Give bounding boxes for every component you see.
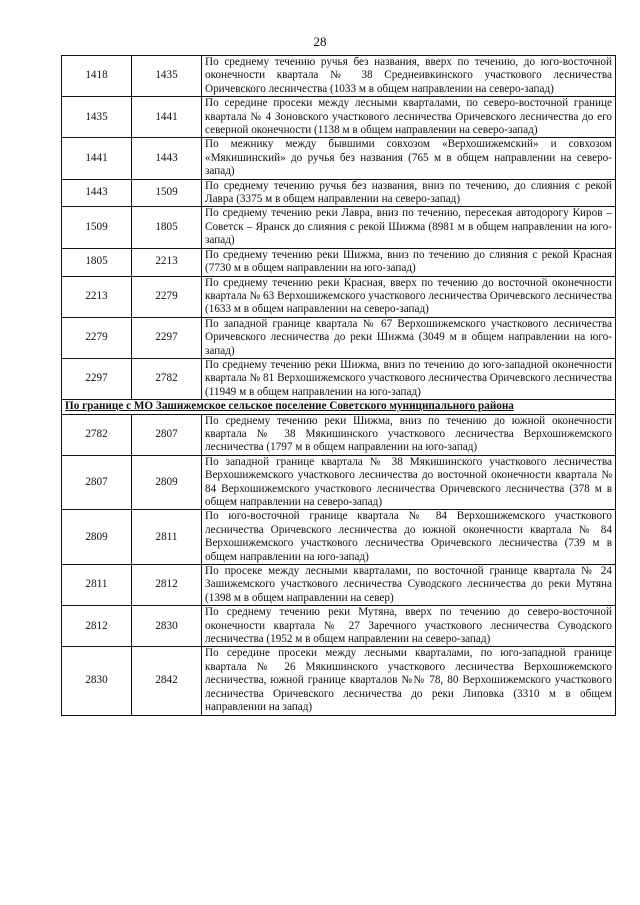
table-row (62, 606, 616, 647)
point-to-cell: 2842 (132, 647, 202, 715)
point-to-cell: 2811 (132, 510, 202, 565)
point-from-cell: 2213 (62, 276, 132, 317)
description-cell: По среднему течению ручья без названия, вниз по течению, до слияния с рекой Лавра (3375 м в общем направлении на северо-запад) (202, 179, 616, 207)
table-row (62, 56, 616, 97)
description-cell: По западной границе квартала № 67 Верхошижемского участкового лесничества Оричевского лесничества до реки Шижма (3049 м в общем направлении на юго-запад) (202, 317, 616, 358)
table-row (62, 565, 616, 606)
table-row (62, 358, 616, 399)
point-from-cell: 2812 (62, 606, 132, 647)
table-row (62, 510, 616, 565)
point-from-cell: 2807 (62, 455, 132, 510)
point-to-cell: 2807 (132, 414, 202, 455)
description-cell: По середине просеки между лесными кварталами, по северо-восточной границе квартала № 4 Зоновского участкового лесничества Оричевского лесничества до его северной оконечности (1138 м в общем направлении на северо-запад) (202, 97, 616, 138)
point-to-cell: 2830 (132, 606, 202, 647)
point-from-cell: 2811 (62, 565, 132, 606)
point-from-cell: 1509 (62, 207, 132, 248)
description-cell: По среднему течению ручья без названия, вверх по течению, до юго-восточной оконечности квартала № 38 Среднеивкинского участкового лесничества Оричевского лесничества (1033 м в общем направлении на северо-запад) (202, 56, 616, 97)
table-row (62, 414, 616, 455)
point-to-cell: 1509 (132, 179, 202, 207)
table-body-before (62, 56, 616, 400)
page-number: 28 (313, 34, 327, 49)
description-cell: По среднему течению реки Красная, вверх по течению до восточной оконечности квартала № 63 Верхошижемского участкового лесничества Оричевского лесничества (1633 м в общем направлении на северо-запад) (202, 276, 616, 317)
description-cell: По западной границе квартала № 38 Мякишинского участкового лесничества Верхошижемского участкового лесничества до восточной оконечности квартала № 84 Верхошижемского участкового лесничества Оричевского лесничества (378 м в общем направлении на северо-запад) (202, 455, 616, 510)
section-heading: По границе с МО Зашижемское сельское поселение Советского муниципального района (62, 400, 616, 414)
description-cell: По середине просеки между лесными кварталами, по юго-западной границе квартала № 26 Мякишинского участкового лесничества Верхошижемского лесничества, южной границе кварталов №№ 78, 80 Верхошижемского участкового лесничества Оричевского лесничества до реки Липовка (3310 м в общем направлении на запад) (202, 647, 616, 715)
description-cell: По юго-восточной границе квартала № 84 Верхошижемского участкового лесничества Оричевского лесничества до южной оконечности квартала № 84 Верхошижемского участкового лесничества Оричевского лесничества (739 м в общем направлении на юго-запад) (202, 510, 616, 565)
description-cell: По среднему течению реки Лавра, вниз по течению, пересекая автодорогу Киров – Советск – Яранск до слияния с рекой Шижма (8981 м в общем направлении на юго-запад) (202, 207, 616, 248)
table-row (62, 317, 616, 358)
table-row (62, 179, 616, 207)
description-cell: По среднему течению реки Шижма, вниз по течению до южной оконечности квартала № 38 Мякишинского участкового лесничества Верхошижемского лесничества (1797 м в общем направлении на юго-запад) (202, 414, 616, 455)
point-from-cell: 2830 (62, 647, 132, 715)
point-from-cell: 2809 (62, 510, 132, 565)
table-row (62, 248, 616, 276)
point-from-cell: 1805 (62, 248, 132, 276)
table-row (62, 97, 616, 138)
table-row (62, 276, 616, 317)
table-body-after (62, 414, 616, 715)
table-row (62, 207, 616, 248)
point-from-cell: 1443 (62, 179, 132, 207)
point-from-cell: 1418 (62, 56, 132, 97)
description-cell: По межнику между бывшими совхозом «Верхошижемский» и совхозом «Мякишинский» до ручья без названия (765 м в общем направлении на северо-запад) (202, 138, 616, 179)
section-heading-row (62, 400, 616, 414)
description-cell: По среднему течению реки Шижма, вниз по течению до слияния с рекой Красная (7730 м в общем направлении на юго-запад) (202, 248, 616, 276)
point-to-cell: 2297 (132, 317, 202, 358)
point-from-cell: 2297 (62, 358, 132, 399)
point-to-cell: 2213 (132, 248, 202, 276)
table-row (62, 455, 616, 510)
point-from-cell: 1435 (62, 97, 132, 138)
table-row (62, 647, 616, 715)
description-cell: По среднему течению реки Шижма, вниз по течению до юго-западной оконечности квартала № 81 Верхошижемского участкового лесничества Оричевского лесничества (11949 м в общем направлении на юго-запад) (202, 358, 616, 399)
point-to-cell: 1805 (132, 207, 202, 248)
point-to-cell: 2782 (132, 358, 202, 399)
point-to-cell: 1443 (132, 138, 202, 179)
section-heading-body (62, 400, 616, 414)
point-to-cell: 2812 (132, 565, 202, 606)
description-cell: По просеке между лесными кварталами, по восточной границе квартала № 24 Зашижемского участкового лесничества Суводского лесничества до реки Мутяна (1398 м в общем направлении на север) (202, 565, 616, 606)
point-from-cell: 2279 (62, 317, 132, 358)
point-from-cell: 2782 (62, 414, 132, 455)
boundary-table (61, 55, 616, 716)
point-to-cell: 1435 (132, 56, 202, 97)
description-cell: По среднему течению реки Мутяна, вверх по течению до северо-восточной оконечности квартала № 27 Заречного участкового лесничества Суводского лесничества (1952 м в общем направлении на северо-запад) (202, 606, 616, 647)
table-row (62, 138, 616, 179)
point-from-cell: 1441 (62, 138, 132, 179)
point-to-cell: 1441 (132, 97, 202, 138)
point-to-cell: 2809 (132, 455, 202, 510)
point-to-cell: 2279 (132, 276, 202, 317)
